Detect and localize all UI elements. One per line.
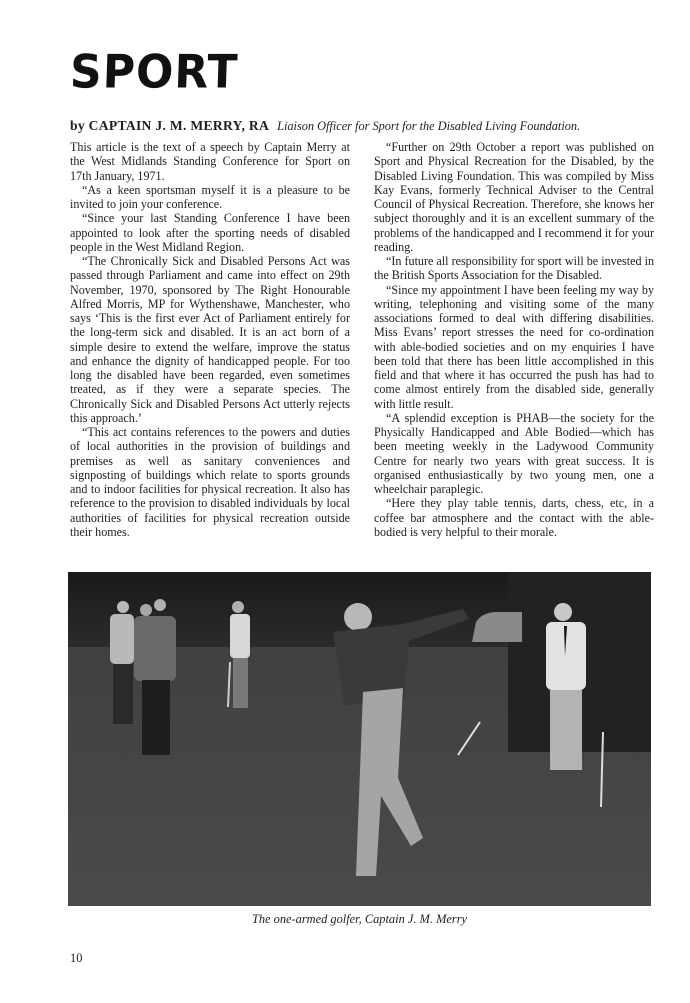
paragraph: “This act contains references to the powers and duties of local authorities in the provision of buildings and premises as well as sanitary conveniences and signposting of buildings which relate to sports grounds and to indoor facilities for physical recreation. It also has reference to the provision to disabled individuals by local authorities of facilities for physical recreation outside their homes.	[70, 425, 350, 539]
article-left-column	[70, 140, 350, 539]
byline	[70, 118, 670, 134]
paragraph: “As a keen sportsman myself it is a pleasure to be invited to join your conference.	[70, 182, 350, 211]
paragraph: “Since your last Standing Conference I have been appointed to look after the sporting needs of disabled people in the West Midland Region.	[70, 211, 350, 254]
page-number: 10	[70, 951, 83, 965]
byline-role: Liaison Officer for Sport for the Disabled Living Foundation.	[277, 119, 581, 133]
paragraph: “Since my appointment I have been feeling my way by writing, telephoning and visiting some of the many associations formed to deal with differing disabilities. Miss Evans’ report stresses the need for co-ordination with able-bodied societies and on my enquiries I have been told that there has been little accomplished in this field and that where it has occurred the push has had to come almost entirely from the disabled side, generally with little result.	[374, 282, 654, 411]
photo-caption: The one-armed golfer, Captain J. M. Merry	[251, 912, 468, 926]
golfers-photo-illustration	[68, 572, 651, 906]
paragraph: “Here they play table tennis, darts, chess, etc, in a coffee bar atmosphere and the contact with the able-bodied is very helpful to their morale.	[374, 496, 654, 539]
byline-author: by CAPTAIN J. M. MERRY, RA	[70, 118, 270, 133]
paragraph: “The Chronically Sick and Disabled Persons Act was passed through Parliament and came into effect on 29th November, 1970, sponsored by The Right Honourable Alfred Morris, MP for Wythenshawe, Manchester, who says ‘This is the first ever Act of Parliament entirely for the long-term sick and disabled. It is an act born of a simple desire to extend the welfare, improve the status and enhance the dignity of handicapped people. For too long the disabled have been regarded, even sometimes treated, as if they were a separate species. The Chronically Sick and Disabled Persons Act utterly rejects this approach.’	[70, 254, 350, 425]
golf-photograph	[68, 572, 651, 906]
article-title: SPORT	[69, 45, 240, 100]
paragraph: “In future all responsibility for sport will be invested in the British Sports Association for the Disabled.	[374, 254, 654, 283]
paragraph: “A splendid exception is PHAB—the society for the Physically Handicapped and Able Bodied—which has been meeting weekly in the Ladywood Community Centre for nearly two years with great success. It is organised enthusiastically by two young men, one a wheelchair paraplegic.	[374, 410, 654, 496]
article-right-column	[374, 140, 654, 539]
paragraph: This article is the text of a speech by Captain Merry at the West Midlands Standing Conference for Sport on 17th January, 1971.	[70, 140, 350, 183]
paragraph: “Further on 29th October a report was published on Sport and Physical Recreation for the Disabled, by the Disabled Living Foundation. This was compiled by Miss Kay Evans, formerly Technical Adviser to the Central Council of Physical Recreation. Therefore, she knows her subject thoroughly and it is an excellent summary of the problems of the handicapped and I recommend it for your reading.	[374, 140, 654, 254]
